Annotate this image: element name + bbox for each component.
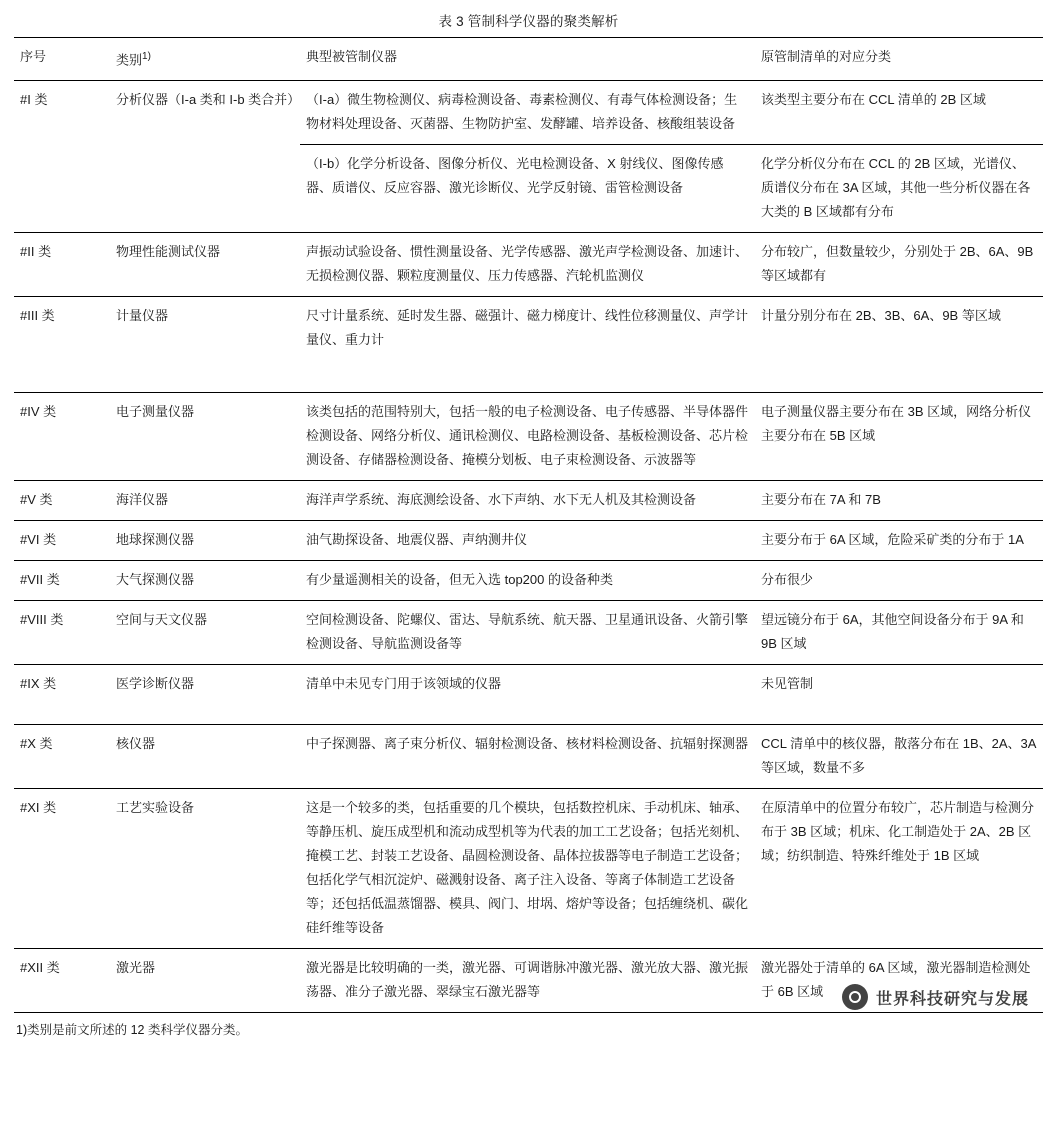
cell-no: #II 类 — [14, 233, 110, 297]
cell-typical: 空间检测设备、陀螺仪、雷达、导航系统、航天器、卫星通讯设备、火箭引擎检测设备、导航监测设备等 — [300, 601, 755, 665]
cell-ccl: 在原清单中的位置分布较广，芯片制造与检测分布于 3B 区域；机床、化工制造处于 2A、2B 区域；纺织制造、特殊纤维处于 1B 区域 — [755, 789, 1043, 949]
cell-no: #VII 类 — [14, 561, 110, 601]
cell-ccl: CCL 清单中的核仪器，散落分布在 1B、2A、3A 等区域，数量不多 — [755, 725, 1043, 789]
cell-ccl: 该类型主要分布在 CCL 清单的 2B 区域 — [755, 81, 1043, 145]
cell-ccl: 激光器处于清单的 6A 区域，激光器制造检测处于 6B 区域 — [755, 949, 1043, 1013]
table-caption: 表 3 管制科学仪器的聚类解析 — [438, 14, 619, 29]
cell-category: 大气探测仪器 — [110, 561, 300, 601]
cell-no: #III 类 — [14, 297, 110, 393]
table-row — [14, 145, 1043, 233]
watermark-label: 世界科技研究与发展 — [875, 990, 1029, 1008]
cell-typical: 清单中未见专门用于该领域的仪器 — [300, 665, 755, 725]
table-row — [14, 81, 1043, 145]
table-header-row — [14, 38, 1043, 81]
cell-typical: 尺寸计量系统、延时发生器、磁强计、磁力梯度计、线性位移测量仪、声学计量仪、重力计 — [300, 297, 755, 393]
table-row — [14, 601, 1043, 665]
cell-no: #I 类 — [20, 92, 48, 108]
column-header-category-label: 类别 — [116, 52, 143, 68]
cell-typical: （I-a）微生物检测仪、病毒检测设备、毒素检测仪、有毒气体检测设备；生物材料处理设备、灭菌器、生物防护室、发酵罐、培养设备、核酸组装设备 — [300, 81, 755, 145]
table-footnote: 1)类别是前文所述的 12 类科学仪器分类。 — [16, 1023, 248, 1038]
column-header-no: 序号 — [14, 38, 110, 81]
cell-no: #X 类 — [14, 725, 110, 789]
cell-no: #IV 类 — [14, 393, 110, 481]
cell-no — [14, 145, 110, 233]
table-row — [14, 789, 1043, 949]
cell-ccl: 分布较广，但数量较少，分别处于 2B、6A、9B 等区域都有 — [755, 233, 1043, 297]
table-head — [14, 38, 1043, 81]
cell-typical: 中子探测器、离子束分析仪、辐射检测设备、核材料检测设备、抗辐射探测器 — [300, 725, 755, 789]
table-row — [14, 561, 1043, 601]
cell-typical: 激光器是比较明确的一类，激光器、可调谐脉冲激光器、激光放大器、激光振荡器、准分子激光器、翠绿宝石激光器等 — [300, 949, 755, 1013]
cell-ccl: 化学分析仪分布在 CCL 的 2B 区域，光谱仪、质谱仪分布在 3A 区域，其他一些分析仪器在各大类的 B 区域都有分布 — [755, 145, 1043, 233]
table-row — [14, 725, 1043, 789]
cell-category: 空间与天文仪器 — [110, 601, 300, 665]
cell-no: #XI 类 — [14, 789, 110, 949]
cell-category: 核仪器 — [110, 725, 300, 789]
column-header-ccl: 原管制清单的对应分类 — [755, 38, 1043, 81]
cell-category: 计量仪器 — [110, 297, 300, 393]
cell-category: 医学诊断仪器 — [110, 665, 300, 725]
cell-no: #V 类 — [14, 481, 110, 521]
cell-category: 分析仪器（I-a 类和 I-b 类合并） — [116, 92, 301, 108]
cell-category — [110, 145, 300, 233]
cell-category: 激光器 — [110, 949, 300, 1013]
table-row — [14, 481, 1043, 521]
cell-typical: 声振动试验设备、惯性测量设备、光学传感器、激光声学检测设备、加速计、无损检测仪器、颗粒度测量仪、压力传感器、汽轮机监测仪 — [300, 233, 755, 297]
table-row — [14, 233, 1043, 297]
cell-typical: 海洋声学系统、海底测绘设备、水下声纳、水下无人机及其检测设备 — [300, 481, 755, 521]
column-header-category — [110, 38, 300, 81]
cell-no: #IX 类 — [14, 665, 110, 725]
column-header-typical: 典型被管制仪器 — [300, 38, 755, 81]
cell-category: 海洋仪器 — [110, 481, 300, 521]
watermark-logo-icon — [842, 984, 868, 1010]
cell-typical: 油气勘探设备、地震仪器、声纳测井仪 — [300, 521, 755, 561]
cell-typical: （I-b）化学分析设备、图像分析仪、光电检测设备、X 射线仪、图像传感器、质谱仪、反应容器、激光诊断仪、光学反射镜、雷管检测设备 — [300, 145, 755, 233]
table-row — [14, 665, 1043, 725]
column-header-category-footnote-marker: 1) — [142, 51, 151, 62]
cell-ccl: 主要分布于 6A 区域，危险采矿类的分布于 1A — [755, 521, 1043, 561]
classification-table — [14, 37, 1043, 1013]
table-row — [14, 393, 1043, 481]
cell-no: #XII 类 — [14, 949, 110, 1013]
cell-ccl: 电子测量仪器主要分布在 3B 区域，网络分析仪主要分布在 5B 区域 — [755, 393, 1043, 481]
cell-category: 物理性能测试仪器 — [110, 233, 300, 297]
cell-category: 电子测量仪器 — [110, 393, 300, 481]
cell-category: 地球探测仪器 — [110, 521, 300, 561]
table-row — [14, 297, 1043, 393]
cell-ccl: 望远镜分布于 6A，其他空间设备分布于 9A 和 9B 区域 — [755, 601, 1043, 665]
cell-typical: 有少量遥测相关的设备，但无入选 top200 的设备种类 — [300, 561, 755, 601]
cell-ccl: 分布很少 — [755, 561, 1043, 601]
cell-ccl: 计量分别分布在 2B、3B、6A、9B 等区域 — [755, 297, 1043, 393]
cell-ccl: 主要分布在 7A 和 7B — [755, 481, 1043, 521]
cell-ccl: 未见管制 — [755, 665, 1043, 725]
watermark — [842, 984, 1029, 1010]
cell-typical: 该类包括的范围特别大，包括一般的电子检测设备、电子传感器、半导体器件检测设备、网络分析仪、通讯检测仪、电路检测设备、基板检测设备、芯片检测设备、存储器检测设备、掩模分划板、电子束检测设备、示波器等 — [300, 393, 755, 481]
table-row — [14, 521, 1043, 561]
cell-category: 工艺实验设备 — [110, 789, 300, 949]
cell-no: #VI 类 — [14, 521, 110, 561]
table-body — [14, 81, 1043, 1013]
cell-typical: 这是一个较多的类，包括重要的几个模块，包括数控机床、手动机床、轴承、等静压机、旋压成型机和流动成型机等为代表的加工工艺设备；包括光刻机、掩模工艺、封装工艺设备、晶圆检测设备、晶体拉拔器等电子制造工艺设备；包括化学气相沉淀炉、磁溅射设备、离子注入设备、等离子体制造工艺设备等；还包括低温蒸馏器、模具、阀门、坩埚、熔炉等设备；包括缠绕机、碳化硅纤维等设备 — [300, 789, 755, 949]
cell-no: #VIII 类 — [14, 601, 110, 665]
